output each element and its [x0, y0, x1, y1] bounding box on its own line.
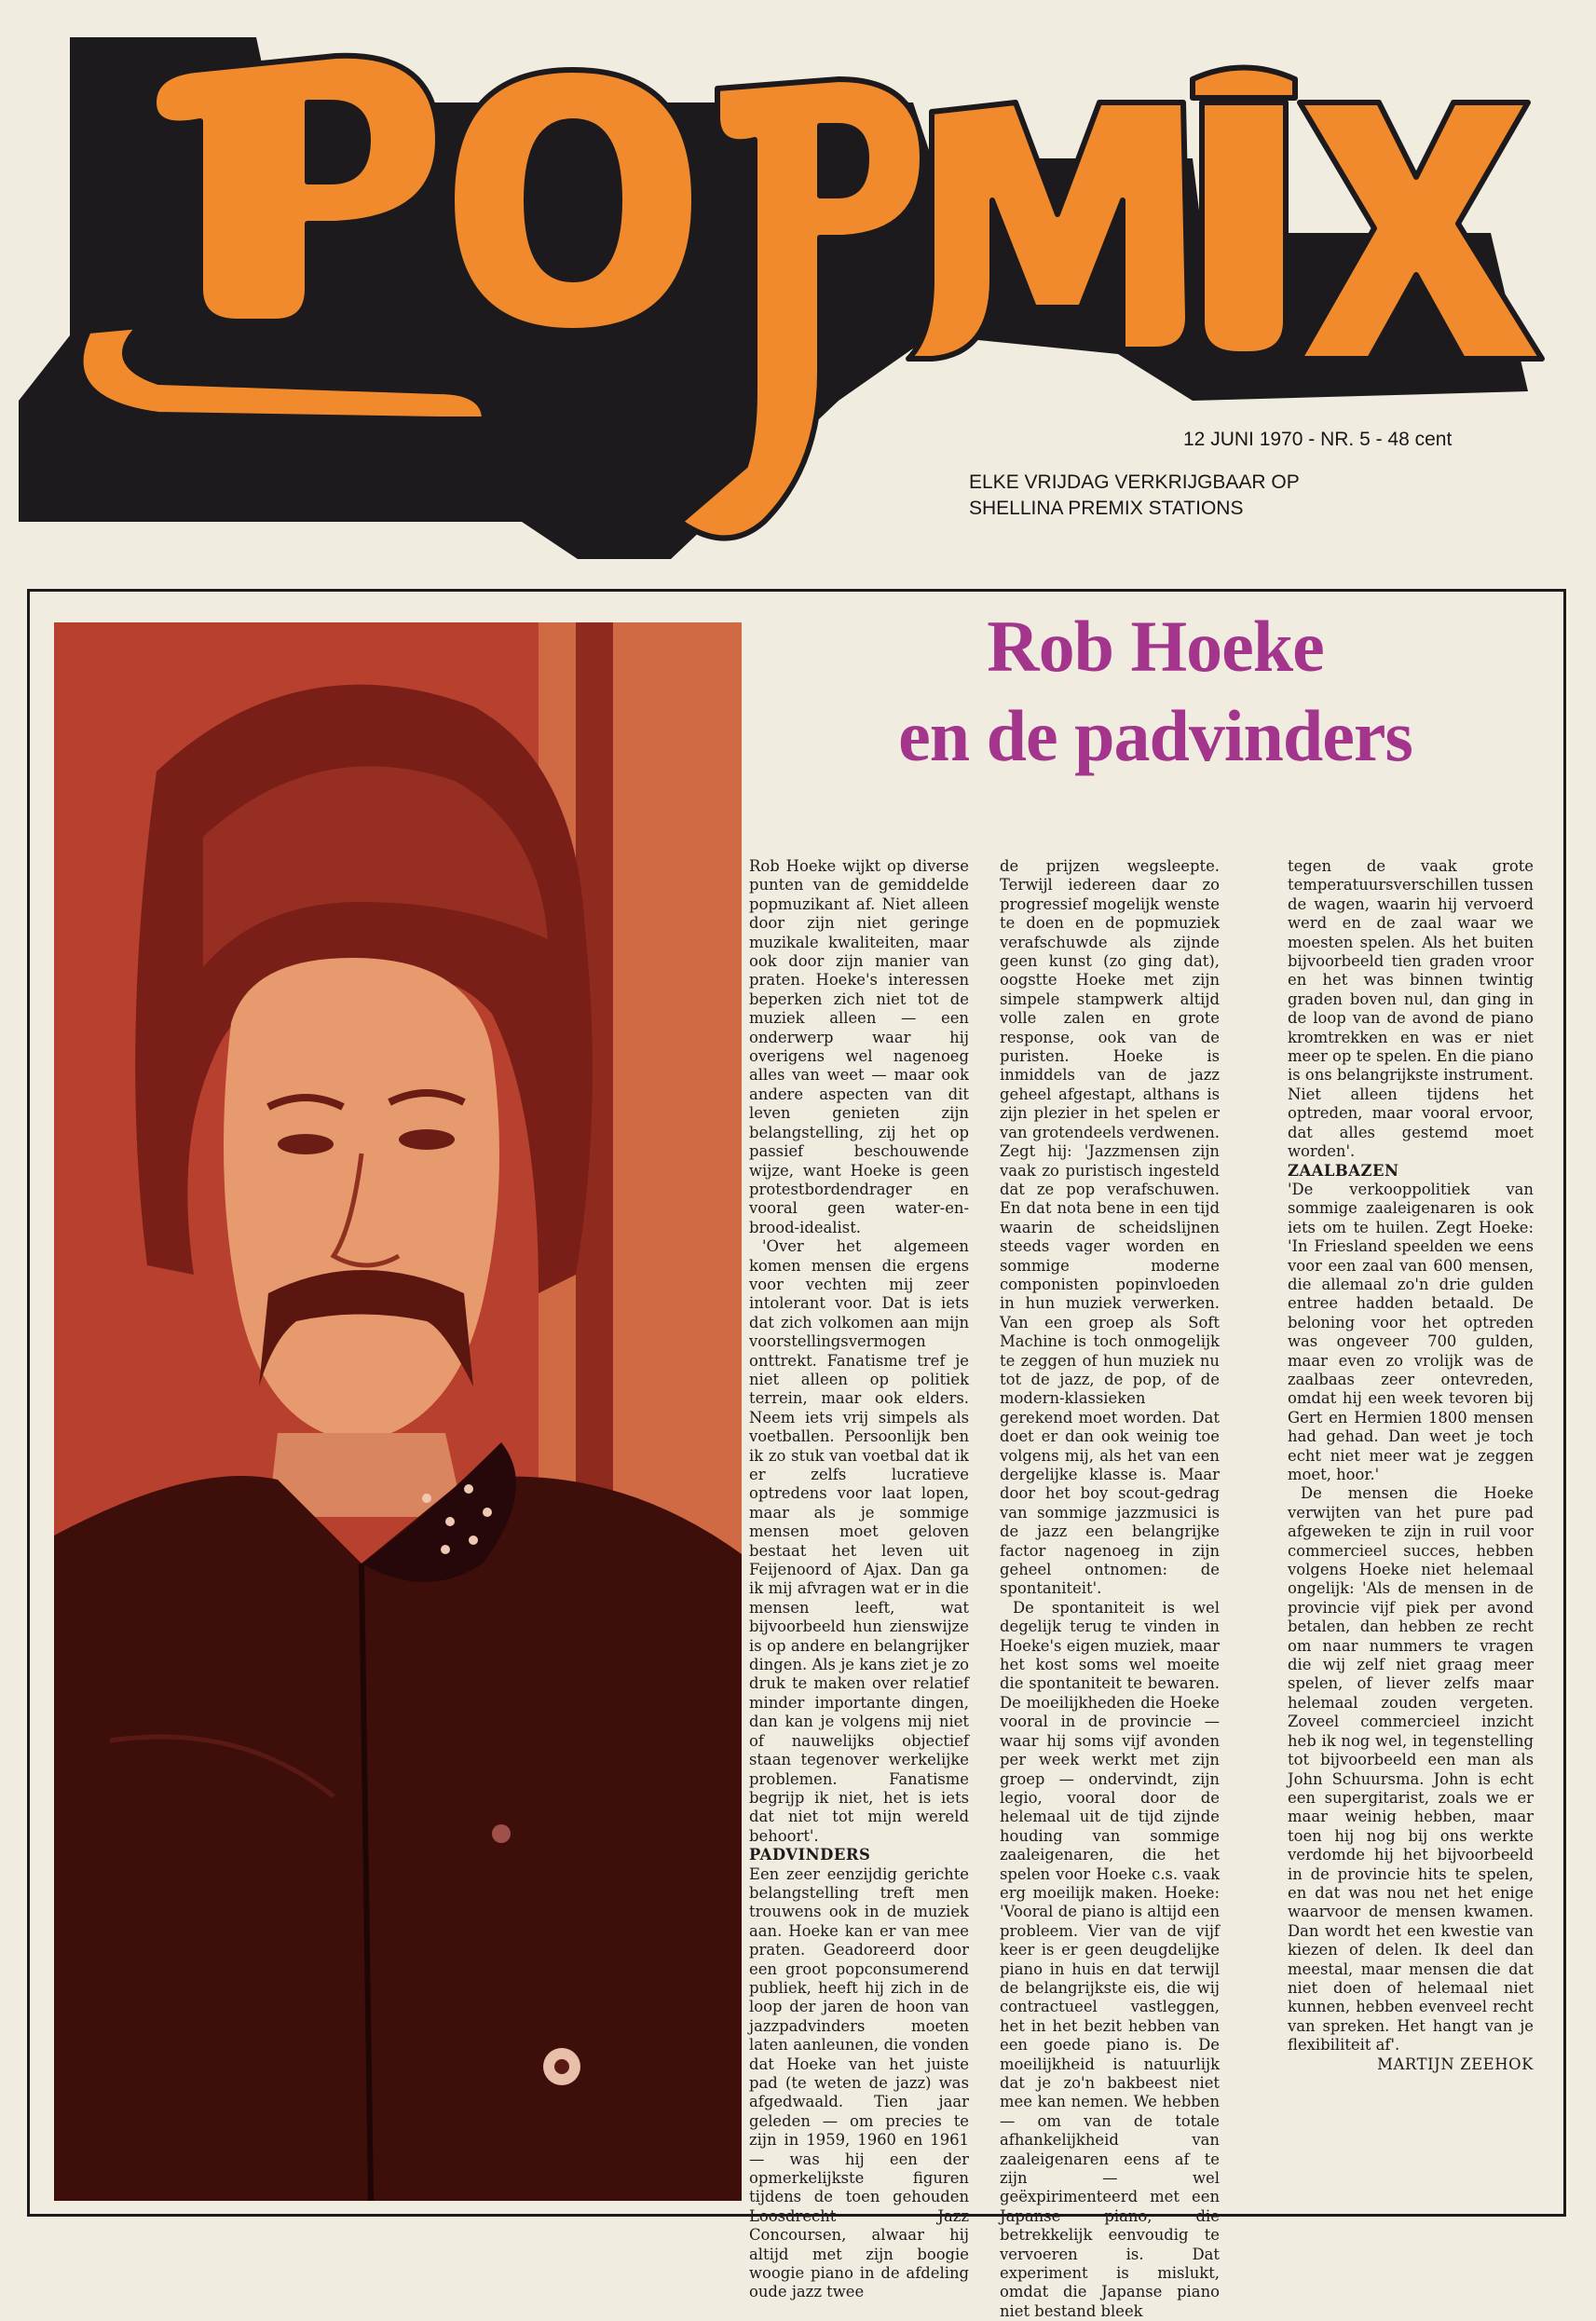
masthead [0, 0, 1596, 559]
section-subhead: PADVINDERS [749, 1846, 871, 1864]
text-column-3 [1288, 857, 1534, 2204]
text-column-2 [1000, 857, 1220, 2320]
issue-line: 12 JUNI 1970 - NR. 5 - 48 cent [1183, 429, 1453, 450]
paragraph: De spontaniteit is wel degelijk terug te vinden in Hoeke's eigen muziek, maar het kost soms wel moeite die spontaniteit te bewaren. De moeilijkheden die Hoeke vooral in de provincie — waar hij soms vijf avonden per week werkt met zijn groep — ondervindt, zijn legio, vooral door de helemaal uit de tijd zijnde houding van sommige zaaleigenaren, die het spelen voor Hoeke c.s. vaak erg moeilijk maken. Hoeke: 'Vooral de piano is altijd een probleem. Vier van de vijf keer is er geen deugdelijke piano in huis en dat terwijl de belangrijkste eis, die wij contractueel vastleggen, het in het bezit hebben van een goede piano is. De moeilijkheid is natuurlijk dat je zo'n bakbeest niet mee kan nemen. We hebben — om van de totale afhankelijkheid van zaaleigenaren eens af te zijn — wel geëxpirimenteerd met een Japanse piano, die betrekkelijk eenvoudig te vervoeren is. Dat experiment is mislukt, omdat die Japanse piano niet bestand bleek [1000, 1598, 1220, 2320]
text-column-1 [749, 857, 969, 2301]
availability-line-2: SHELLINA PREMIX STATIONS [969, 498, 1244, 519]
paragraph: Een zeer eenzijdig gerichte belangstelling treft men trouwens ook in de muziek aan. Hoeke kan er van mee praten. Geadoreerd door een groot popconsumerend publiek, heeft hij zich in de loop der jaren de hoon van jazzpadvinders moeten laten aanleunen, die vonden dat Hoeke van het juiste pad (te weten de jazz) was afgedwaald. Tien jaar geleden — om precies te zijn in 1959, 1960 en 1961 — was hij een der opmerkelijkste figuren tijdens de toen gehouden Loosdrecht Jazz Concoursen, alwaar hij altijd met zijn boogie woogie piano in de afdeling oude jazz twee [749, 1864, 969, 2301]
paragraph: 'De verkooppolitiek van sommige zaaleigenaren is ook iets om te huilen. Zegt Hoeke: 'In Friesland speelden we eens voor een zaal van 600 mensen, die allemaal zo'n drie gulden entree hadden betaald. De beloning voor het optreden was ongeveer 700 gulden, maar even zo vrolijk was de zaalbaas zeer ontevreden, omdat hij een week tevoren bij Gert en Hermien 1800 mensen had gehad. Dan weet je toch echt niet meer wat je zeggen moet, hoor.' [1288, 1180, 1534, 1483]
availability-text [969, 470, 1300, 522]
availability-line-1: ELKE VRIJDAG VERKRIJGBAAR OP [969, 471, 1300, 493]
portrait-photo-icon [54, 622, 742, 2201]
paragraph: 'Over het algemeen komen mensen die ergens voor vechten mij zeer intolerant voor. Dat is iets dat zich volkomen aan mijn voorstellingsvermogen onttrekt. Fanatisme tref je niet alleen op politiek terrein, maar ook elders. Neem iets vrij simpels als voetballen. Persoonlijk ben ik zo stuk van voetbal dat ik er zelfs lucratieve optredens voor laat lopen, maar als je sommige mensen moet geloven bestaat het leven uit Feijenoord of Ajax. Dan ga ik mij afvragen wat er in die mensen leeft, wat bijvoorbeeld hun zienswijze is op andere en belangrijker dingen. Als je kans ziet je zo druk te maken over relatief minder importante dingen, dan kan je volgens mij niet of nauwelijks objectief staan tegenover werkelijke problemen. Fanatisme begrijp ik niet, het is iets dat niet tot mijn wereld behoort'. [749, 1237, 969, 1845]
section-subhead: ZAALBAZEN [1288, 1161, 1399, 1180]
paragraph: Rob Hoeke wijkt op diverse punten van de gemiddelde popmuzikant af. Niet alleen door zijn niet geringe muzikale kwaliteiten, maar ook door zijn manier van praten. Hoeke's interessen beperken zich niet tot de muziek alleen — een onderwerp waar hij overigens wel nagenoeg alles van weet — maar ook andere aspecten van dit leven genieten zijn belangstelling, zij het op passief beschouwende wijze, want Hoeke is geen protestbordendrager en vooral geen water-en-brood-idealist. [749, 857, 969, 1236]
paragraph: De mensen die Hoeke verwijten van het pure pad afgeweken te zijn in ruil voor commercieel succes, hebben volgens Hoeke niet helemaal ongelijk: 'Als de mensen in de provincie vijf piek per avond betalen, dan hebben ze recht om naar nummers te vragen die wij zelf niet graag meer spelen, of liever zelfs maar helemaal zouden vergeten. Zoveel commercieel inzicht heb ik nog wel, in tegenstelling tot bijvoorbeeld een man als John Schuursma. John is echt een supergitarist, zoals we er maar weinig hebben, maar toen hij nog bij ons werkte verdomde hij het bijvoorbeeld in de provincie hits te spelen, en dat was nou net het enige waarvoor de mensen kwamen. Dan wordt het een kwestie van kiezen of delen. Ik deel dan meestal, maar mensen die dat niet doen of helemaal niet kunnen, hebben evenveel recht van spreken. Het hangt van je flexibiliteit af'. [1288, 1484, 1534, 2055]
pop-mix-logo [0, 0, 1596, 559]
paragraph: tegen de vaak grote temperatuursverschillen tussen de wagen, waarin hij vervoerd werd en de zaal waar we moesten spelen. Als het buiten bijvoorbeeld tien graden vroor en het was binnen twintig graden boven nul, dan ging in de loop van de avond de piano kromtrekken en was er niet meer op te spelen. En die piano is ons belangrijkste instrument. Niet alleen tijdens het optreden, maar vooral ervoor, dat alles gestemd moet worden'. [1288, 857, 1534, 1161]
byline: MARTIJN ZEEHOK [1377, 2055, 1534, 2073]
paragraph: de prijzen wegsleepte. Terwijl iedereen daar zo progressief mogelijk wenste te doen en de popmuziek verafschuwde als zijnde geen kunst (zo ging dat), oogstte Hoeke met zijn simpele stampwerk altijd volle zalen en grote response, ook van de puristen. Hoeke is inmiddels van de jazz geheel afgestapt, althans is zijn plezier in het spelen er van grotendeels verdwenen. Zegt hij: 'Jazzmensen zijn vaak zo puristisch ingesteld dat ze pop verafschuwen. En dat nota bene in een tijd waarin de scheidslijnen steeds vager worden en sommige moderne componisten popinvloeden in hun muziek verwerken. Van een groep als Soft Machine is toch onmogelijk te zeggen of hun muziek nu tot de jazz, de pop, of de modern-klassieken gerekend moet worden. Dat doet er dan ook weinig toe volgens mij, als het van een dergelijke klasse is. Maar door het boy scout-gedrag van sommige jazzmusici is de jazz een belangrijke factor nagenoeg in zijn geheel ontnomen: de spontaniteit'. [1000, 857, 1220, 1598]
headline-line-1: Rob Hoeke [987, 606, 1324, 687]
article-headline [745, 602, 1565, 781]
headline-line-2: en de padvinders [898, 695, 1412, 776]
